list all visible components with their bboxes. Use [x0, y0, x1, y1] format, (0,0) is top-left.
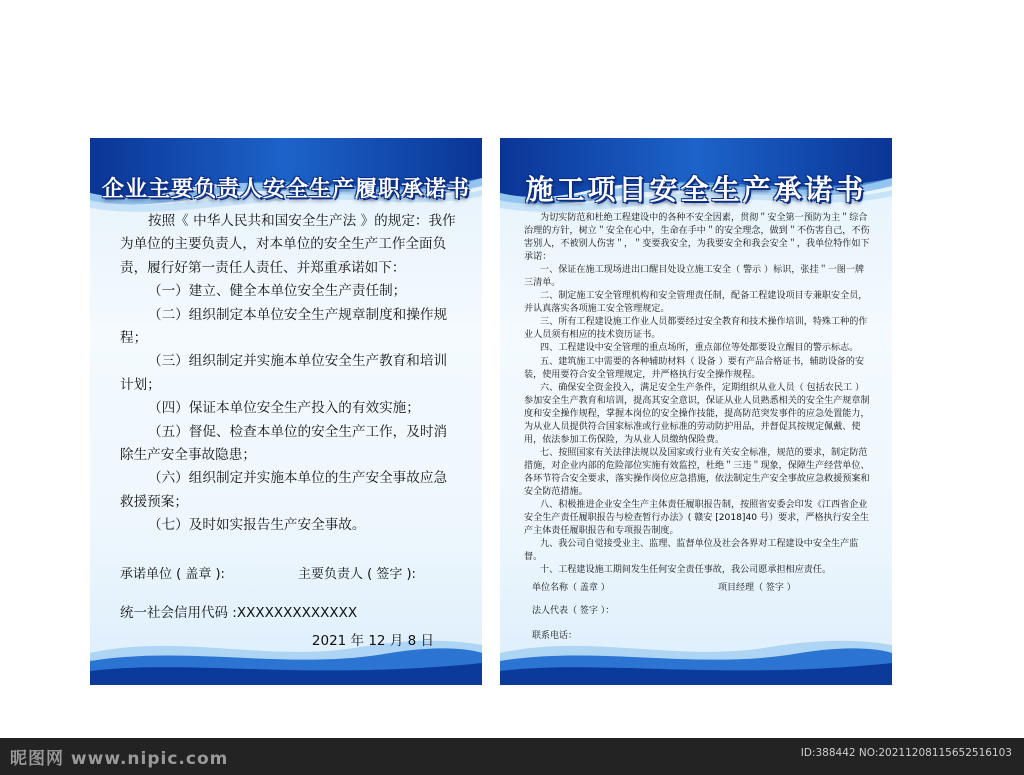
commitment-body — [120, 210, 460, 538]
commitment-item: 二、制定施工安全管理机构和安全管理责任制，配备工程建设项目专兼职安全员，并认真落实各项施工安全管理规定。 — [524, 291, 868, 315]
commitment-item: 六、确保安全资金投入，满足安全生产条件，定期组织从业人员（ 包括农民工 ）参加安全生产教育和培训，提高其安全意识，保证从业人员熟悉相关的安全生产规章制度和安全操作规程，掌握本岗位的安全操作技能，提高防范突发事件的应急处置能力，为从业人员提供符合国家标准或行业标准的劳动防护用品，并督促其按规定佩戴、使用，依法参加工伤保险，为从业人员缴纳保险费。 — [524, 382, 870, 445]
commitment-item: 三、所有工程建设施工作业人员都要经过安全教育和技术操作培训，特殊工种的作业人员须有相应的技术资历证书。 — [524, 317, 868, 341]
commitment-item: 一、保证在施工现场进出口醒目处设立施工安全（ 警示 ）标识，张挂＂一图一牌三清单。 — [524, 265, 865, 289]
commitment-body — [524, 212, 870, 577]
commitment-item: （二）组织制定本单位安全生产规章制度和操作规程； — [120, 306, 448, 347]
commitment-item: （五）督促、检查本单位的安全生产工作，及时消除生产安全事故隐患； — [120, 423, 448, 464]
intro-paragraph: 为切实防范和杜绝工程建设中的各种不安全因素，贯彻＂安全第一预防为主＂综合治理的方针，树立＂安全在心中，生命在手中＂的安全理念，做到＂不伤害自己，不伤害别人，不被别人伤害＂，＂变要我安全，为我要安全和我会安全＂，我单位特作如下承诺： — [524, 213, 870, 263]
signing-date: 2021 年 12 月 8 日 — [311, 633, 434, 649]
commitment-item: 四、工程建设中安全管理的重点场所，重点部位等处都要设立醒目的警示标志。 — [540, 343, 859, 354]
commitment-item: 七、按照国家有关法律法规以及国家或行业有关安全标准，规范的要求，制定防范措施，对企业内部的危险部位实施有效监控，杜绝＂三违＂现象，保障生产经营单位、各环节符合安全要求，落实操作岗位应急措施，依法制定生产安全事故应急救援预案和安全防范措施。 — [524, 447, 870, 497]
sign-unit-label: 单位名称（ 盖章 ） — [532, 583, 610, 593]
commitment-item: （四）保证本单位安全生产投入的有效实施； — [148, 400, 420, 417]
image-id-label: ID:388442 NO:20211208115652516103 — [800, 747, 1012, 759]
sign-manager-label: 项目经理（ 签字 ） — [718, 583, 796, 593]
credit-code-label: 统一社会信用代码 :XXXXXXXXXXXXX — [120, 605, 358, 621]
commitment-item: 十、工程建设施工期间发生任何安全责任事故，我公司愿承担相应责任。 — [540, 565, 832, 576]
commitment-item: （一）建立、健全本单位安全生产责任制； — [148, 283, 407, 300]
commitment-item: 五、建筑施工中需要的各种辅助材料（ 设备 ）要有产品合格证书，辅助设备的安装，使用要符合安全管理规定，并严格执行安全操作规程。 — [524, 356, 865, 380]
contact-phone-label: 联系电话： — [532, 631, 578, 641]
board-title: 施工项目安全生产承诺书 — [525, 173, 867, 206]
commitment-item: （三）组织制定并实施本单位安全生产教育和培训计划； — [120, 353, 448, 393]
commitment-item: 九、我公司自觉接受业主、监理、监督单位及社会各界对工程建设中安全生产监督。 — [524, 539, 859, 563]
sign-unit-label: 承诺单位 ( 盖章 ): — [120, 567, 225, 582]
commitment-item: （七）及时如实报告生产安全事故。 — [148, 517, 366, 534]
commitment-board-left — [90, 138, 482, 685]
signature-row — [532, 580, 796, 593]
board-title: 企业主要负责人安全生产履职承诺书 — [101, 177, 470, 202]
intro-paragraph: 按照《 中华人民共和国安全生产法 》的规定：我作为单位的主要负责人，对本单位的安全生产工作全面负责，履行好第一责任人责任、并郑重承诺如下： — [120, 213, 456, 276]
signature-row — [120, 563, 460, 582]
commitment-item: 八、积极推进企业安全生产主体责任履职报告制，按照省安委会印发《江西省企业安全生产责任履职报告与检查暂行办法》( 赣安 [2018]40 号）要求，严格执行安全生产主体责任履职报告和专项报告制度。 — [524, 500, 870, 537]
sign-legal-label: 法人代表（ 签字 ）： — [532, 606, 615, 616]
sign-person-label: 主要负责人 ( 签字 ): — [298, 567, 416, 582]
commitment-item: （六）组织制定并实施本单位的生产安全事故应急救援预案； — [120, 470, 448, 510]
site-watermark: 昵图网 www.nipic.com — [10, 749, 229, 769]
commitment-board-right — [500, 138, 892, 685]
